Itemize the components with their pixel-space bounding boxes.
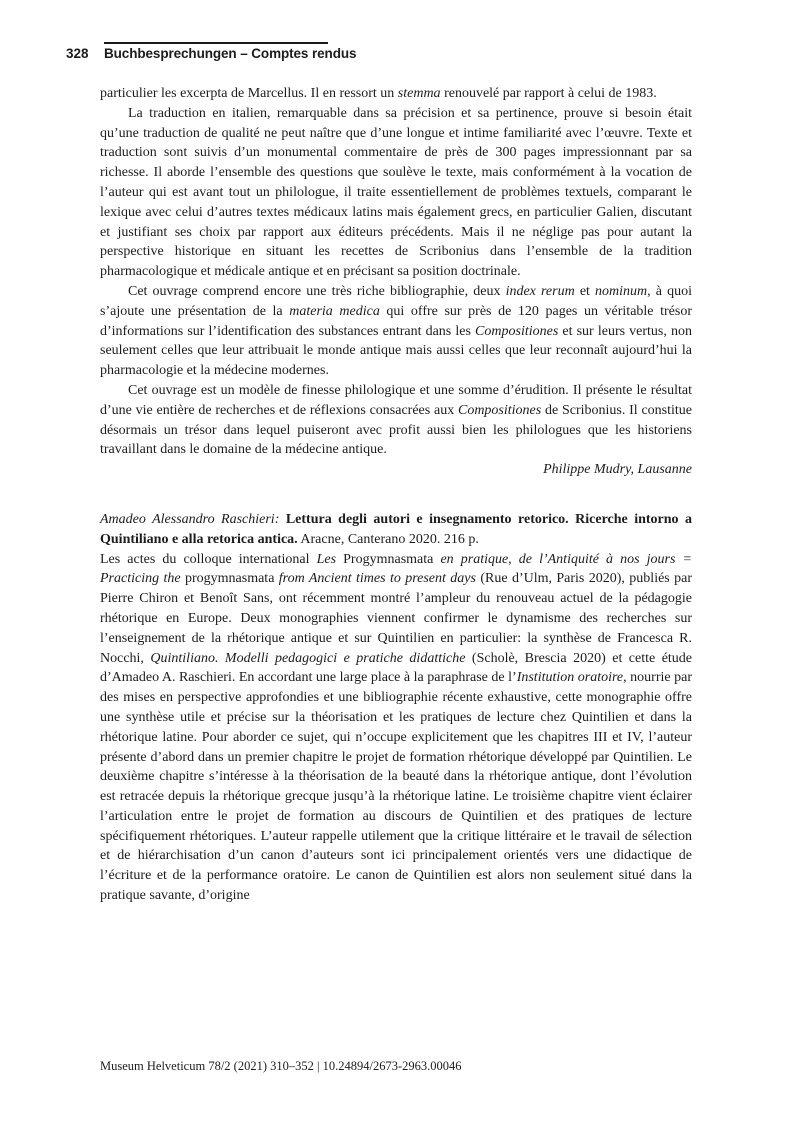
text-segment: Compositiones: [475, 323, 559, 339]
running-head-rule: [104, 42, 328, 44]
review-1-paragraphs: [100, 84, 692, 460]
text-segment: Quintiliano. Modelli pedagogici e pratiche didattiche: [150, 650, 466, 666]
paragraph: [100, 282, 692, 381]
text-segment: Cet ouvrage est un modèle de finesse philologique et une somme d’érudition. Il présente le résultat d’une vie entière de recherches et de réflexions consacrées aux: [100, 382, 692, 418]
text-segment: , à quoi s’ajoute une présentation de la: [100, 283, 692, 319]
review-heading: [100, 510, 692, 550]
review-2-paragraphs: [100, 550, 692, 906]
text-segment: from Ancient times to present days: [278, 571, 481, 587]
text-segment: en pratique, de l’Antiquité à nos jours = Practicing the: [100, 551, 692, 587]
text-segment: Amadeo Alessandro Raschieri:: [100, 511, 286, 527]
text-segment: et: [574, 283, 596, 299]
text-segment: Les actes du colloque international: [100, 551, 317, 567]
text-segment: stemma: [397, 86, 441, 101]
text-segment: Compositiones: [457, 402, 542, 418]
text-segment: qui offre sur près de 120 pages un véritable trésor d’informations sur l’identification des substances entrant dans les: [100, 303, 692, 339]
text-segment: index rerum: [505, 283, 575, 299]
text-segment: et sur leurs vertus, non seulement celles que leur attribuait le monde antique mais aussi celles que leur reconnaît aujourd’hui la pharmacologie et la médecine modernes.: [100, 323, 692, 379]
text-segment: Institution oratoire: [516, 670, 624, 686]
page-number: 328: [66, 46, 89, 61]
review-scribonius: [100, 84, 692, 480]
text-column: [100, 84, 692, 906]
text-segment: , nourrie par des mises en perspective approfondies et une bibliographie récente exhaustive, cette monographie offre une synthèse utile et précise sur la théorisation et les pratiques de lecture chez Quintilien et dans la rhétorique latine. Pour aborder ce sujet, qui n’occupe explicitement que les chapitres III et IV, l’auteur présente d’abord dans un premier chapitre le projet de formation rhétorique développé par Quintilien. Le deuxième chapitre s’intéresse à la théorisation de la beauté dans la rhétorique antique, dont l’évolution est retracée depuis la rhétorique grecque jusqu’à la rhétorique latine. Le troisième chapitre vient éclairer l’articulation entre le projet de formation au discours de Quintilien et des pratiques de lecture spécifiquement rhétoriques. L’auteur rappelle utilement que la critique littéraire et le travail de sélection et de hiérarchisation d’un canon d’auteurs sont ici principalement orientés vers une didactique de l’écriture et de la performance oratoire. Le canon de Quintilien est alors non seulement situé dans la pratique savante, d’origine: [100, 670, 692, 904]
paragraph: [100, 84, 692, 104]
text-segment: de Scribonius. Il constitue désormais un trésor dans lequel puiseront avec profit aussi bien les philologues que les historiens travaillant dans le domaine de la médecine antique.: [100, 402, 693, 458]
text-segment: renouvelé par rapport à celui de 1983.: [440, 86, 657, 101]
paragraph: [100, 550, 692, 906]
text-segment: materia medica: [289, 303, 380, 319]
text-segment: nominum: [595, 283, 648, 299]
text-segment: (Scholè, Brescia 2020) et cette étude d’Amadeo A. Raschieri. En accordant une large place à la paraphrase de l’: [100, 650, 693, 686]
journal-footer-citation: Museum Helveticum 78/2 (2021) 310–352 | 10.24894/2673-2963.00046: [100, 1059, 462, 1073]
text-segment: Les: [316, 551, 344, 567]
text-segment: progymnasmata: [184, 571, 279, 587]
text-segment: Aracne, Canterano 2020. 216 p.: [297, 531, 479, 547]
text-segment: Lettura degli autori e insegnamento retorico. Ricerche intorno a Quintiliano e alla retorica antica.: [100, 511, 693, 547]
text-segment: Cet ouvrage comprend encore une très riche bibliographie, deux: [128, 283, 506, 299]
text-segment: (Rue d’Ulm, Paris 2020), publiés par Pierre Chiron et Benoît Sans, ont récemment montré l’ampleur du renouveau actuel de la pédagogie rhétorique en Europe. Deux monographies viennent confirmer le dynamisme des recherches sur l’enseignement de la rhétorique antique et sur Quintilien en particulier: la synthèse de Francesca R. Nocchi,: [100, 571, 693, 666]
reviewer-signature: Philippe Mudry, Lausanne: [543, 462, 692, 478]
text-segment: Progymnasmata: [343, 551, 441, 567]
text-segment: particulier les excerpta de Marcellus. Il en ressort un: [100, 86, 398, 101]
review-raschieri: [100, 510, 692, 906]
running-head-title: Buchbesprechungen – Comptes rendus: [104, 46, 357, 61]
paragraph: [100, 381, 692, 460]
paragraph: [100, 104, 692, 282]
text-segment: La traduction en italien, remarquable dans sa précision et sa pertinence, prouve si besoin était qu’une traduction de qualité ne peut naître que d’une longue et intime familiarité avec l’œuvre. Texte et traduction sont suivis d’un monumental commentaire de près de 300 pages impressionnant par sa richesse. Il aborde l’ensemble des questions que soulève le texte, mais conformément à la vocation de l’auteur qui est avant tout un philologue, il traite essentiellement de problèmes textuels, comparant le lexique avec celui d’autres textes médicaux latins mais également grecs, en particulier Galien, discutant et justifiant ses choix par rapport aux éditeurs précédents. Mais il ne néglige pas pour autant la perspective historique en situant les recettes de Scribonius dans l’ensemble de la tradition pharmacologique et médicale antique et en précisant sa position doctrinale.: [100, 105, 692, 280]
